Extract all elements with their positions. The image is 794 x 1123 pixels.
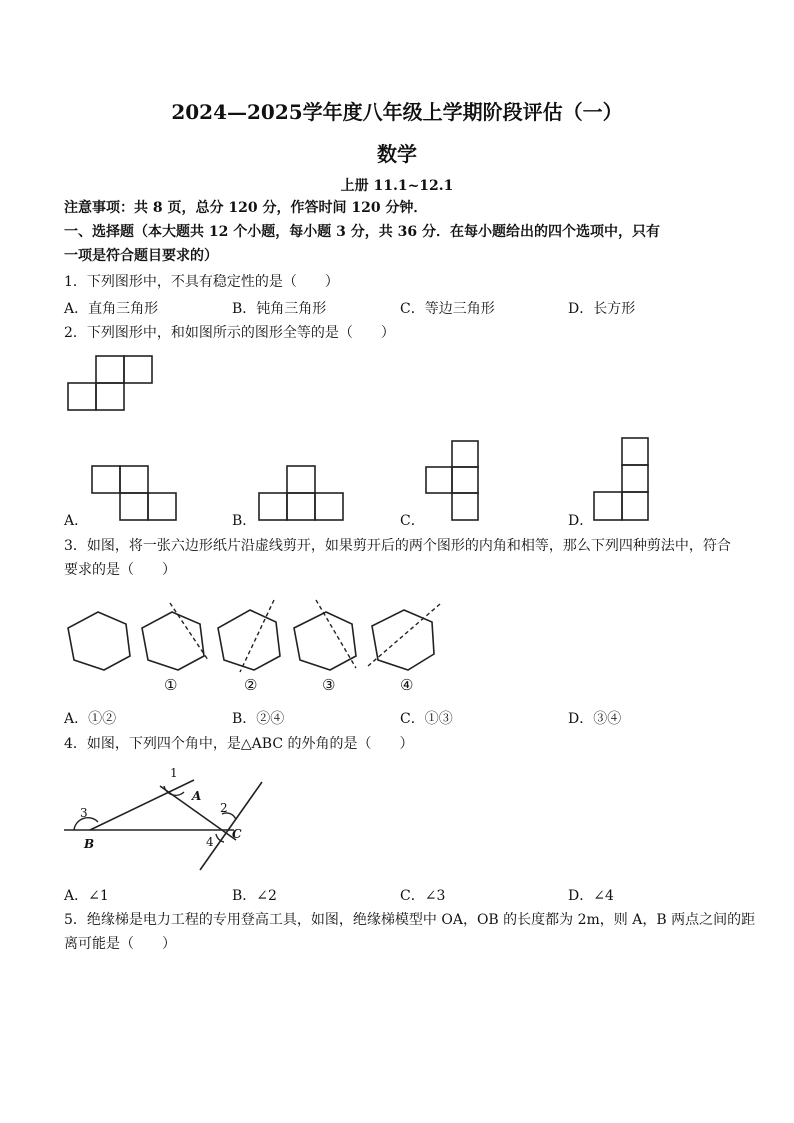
q3-stem-line1: 3．如图，将一张六边形纸片沿虚线剪开，如果剪开后的两个图形的内角和相等，那么下列四种剪法中，符合: [64, 538, 731, 554]
subject-title: 数学: [377, 142, 417, 166]
angle-label-2: 2: [220, 801, 228, 815]
vertex-label-a: A: [192, 789, 202, 803]
q4-stem: 4．如图，下列四个角中，是△ABC 的外角的是（ ）: [64, 736, 414, 752]
q1-option-d: D．长方形: [568, 301, 636, 317]
vertex-label-c: C: [232, 827, 242, 841]
q1-option-c: C．等边三角形: [400, 301, 495, 317]
q2-option-b: B．: [232, 513, 257, 529]
line-through-c: [200, 782, 262, 870]
q2-stem: 2．下列图形中，和如图所示的图形全等的是（ ）: [64, 325, 395, 341]
q3-option-a: A．①②: [64, 711, 117, 727]
q2-option-c: C．: [400, 513, 425, 529]
section1-heading-line1: 一、选择题（本大题共 12 个小题，每小题 3 分，共 36 分．在每小题给出的四个选项中，只有: [64, 224, 660, 240]
line-ba-extended: [90, 780, 194, 830]
angle-label-1: 1: [170, 766, 178, 780]
q2-option-d: D．: [568, 513, 594, 529]
q4-option-b: B．∠2: [232, 888, 277, 904]
q4-option-d: D．∠4: [568, 888, 614, 904]
q3-option-b: B．②④: [232, 711, 285, 727]
q3-figure-label-2: ②: [244, 676, 258, 694]
q3-figure-label-4: ④: [400, 676, 414, 694]
q1-stem: 1．下列图形中，不具有稳定性的是（ ）: [64, 274, 339, 290]
q2-option-a: A．: [64, 513, 89, 529]
q3-figure-label-1: ①: [164, 676, 178, 694]
q5-stem-line1: 5．绝缘梯是电力工程的专用登高工具，如图，绝缘梯模型中 OA，OB 的长度都为 2m，则 A，B 两点之间的距: [64, 912, 756, 928]
vertex-label-b: B: [84, 837, 95, 851]
q1-option-a: A．直角三角形: [64, 301, 159, 317]
notice: 注意事项：共 8 页，总分 120 分，作答时间 120 分钟．: [64, 200, 428, 216]
q3-option-d: D．③④: [568, 711, 622, 727]
q3-stem-line2: 要求的是（ ）: [64, 562, 176, 578]
exam-scope: 上册 11.1~12.1: [340, 178, 454, 194]
q1-option-b: B．钝角三角形: [232, 301, 327, 317]
angle-label-3: 3: [80, 806, 88, 820]
q3-figure-label-3: ③: [322, 676, 336, 694]
q4-option-c: C．∠3: [400, 888, 446, 904]
q3-option-c: C．①③: [400, 711, 453, 727]
exam-title: 2024—2025学年度八年级上学期阶段评估（一）: [171, 100, 623, 124]
angle-label-4: 4: [206, 835, 214, 849]
section1-heading-line2: 一项是符合题目要求的）: [64, 248, 218, 264]
q4-option-a: A．∠1: [64, 888, 109, 904]
q5-stem-line2: 离可能是（ ）: [64, 936, 176, 952]
